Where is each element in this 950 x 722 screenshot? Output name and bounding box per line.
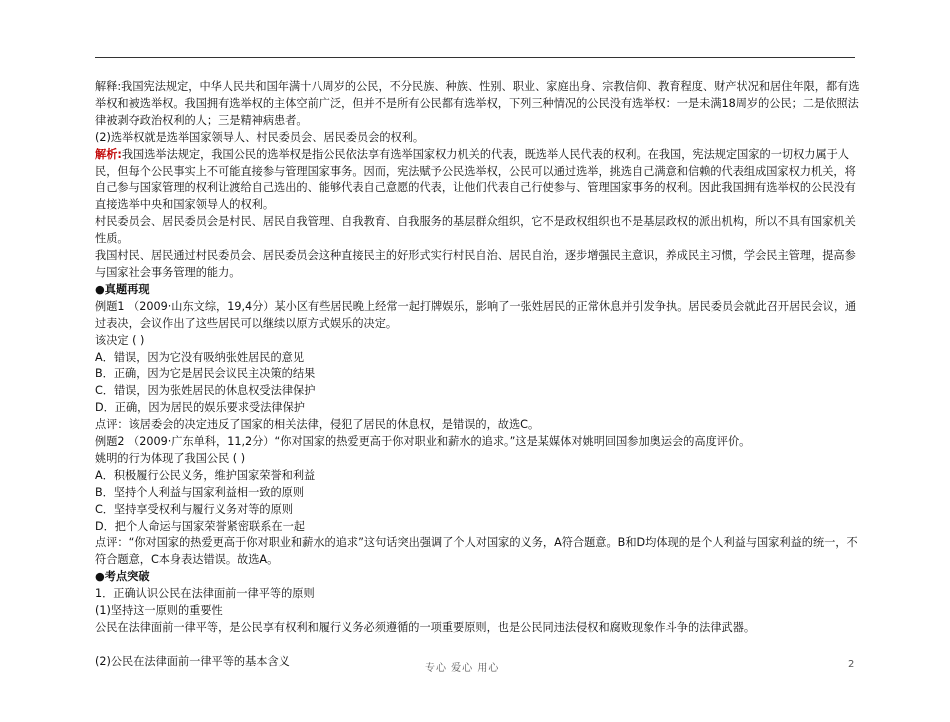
paragraph bbox=[95, 502, 865, 519]
paragraph bbox=[95, 130, 865, 147]
paragraph bbox=[95, 333, 865, 350]
paragraph bbox=[95, 569, 865, 586]
paragraph-text: B．坚持个人利益与国家利益相一致的原则 bbox=[95, 485, 305, 499]
paragraph-text: (2)选举权就是选举国家领导人、村民委员会、居民委员会的权利。 bbox=[95, 130, 425, 144]
paragraph-text: 1．正确认识公民在法律面前一律平等的原则 bbox=[95, 587, 315, 601]
paragraph bbox=[95, 147, 865, 215]
paragraph-text: 我国村民、居民通过村民委员会、居民委员会这种直接民主的好形式实行村民自治、居民自治，逐步增强民主意识，养成民主习惯，学会民主管理，提高参与国家社会事务管理的能力。 bbox=[95, 249, 856, 279]
paragraph bbox=[95, 586, 865, 603]
document-body bbox=[95, 79, 865, 671]
paragraph bbox=[95, 366, 865, 383]
paragraph-text: ●考点突破 bbox=[95, 570, 150, 584]
paragraph bbox=[95, 214, 865, 248]
paragraph-text: 该决定 ( ) bbox=[95, 333, 145, 347]
paragraph bbox=[95, 535, 865, 569]
paragraph-text: B．正确，因为它是居民会议民主决策的结果 bbox=[95, 367, 316, 381]
paragraph bbox=[95, 603, 865, 620]
paragraph bbox=[95, 451, 865, 468]
paragraph-text: 我国选举法规定，我国公民的选举权是指公民依法享有选举国家权力机关的代表，既选举人民代表的权利。在我国，宪法规定国家的一切权力属于人民，但每个公民事实上不可能直接参与管理国家事务。因而，宪法赋予公民选举权，公民可以通过选举，挑选自己满意和信赖的代表组成国家权力机关，将自己参与国家管理的权利让渡给自己选出的、能够代表自己意愿的代表，让他们代表自己行使参与、管理国家事务的权利。因此我国拥有选举权的公民没有直接选举中央和国家领导人的权利。 bbox=[95, 147, 856, 212]
paragraph bbox=[95, 485, 865, 502]
paragraph-text: (2)公民在法律面前一律平等的基本含义 bbox=[95, 654, 290, 668]
paragraph bbox=[95, 79, 865, 130]
paragraph bbox=[95, 248, 865, 282]
paragraph-text: 例题1 （2009·山东文综，19,4分）某小区有些居民晚上经常一起打牌娱乐，影响了一张姓居民的正常休息并引发争执。居民委员会就此召开居民会议，通过表决，会议作出了这些居民可以继续以原方式娱乐的决定。 bbox=[95, 299, 857, 330]
paragraph-label: 解释: bbox=[95, 80, 122, 93]
paragraph-text: D．把个人命运与国家荣誉紧密联系在一起 bbox=[95, 519, 305, 533]
paragraph bbox=[95, 519, 865, 536]
paragraph bbox=[95, 468, 865, 485]
paragraph-text: D．正确，因为居民的娱乐要求受法律保护 bbox=[95, 401, 305, 415]
paragraph bbox=[95, 282, 865, 299]
paragraph bbox=[95, 417, 865, 434]
paragraph-text: 例题2 （2009·广东单科，11,2分）“你对国家的热爱更高于你对职业和薪水的追求。”这是某媒体对姚明回国参加奥运会的高度评价。 bbox=[95, 435, 751, 449]
paragraph-text: C．坚持享受权利与履行义务对等的原则 bbox=[95, 502, 294, 516]
paragraph bbox=[95, 434, 865, 451]
paragraph-text: (1)坚持这一原则的重要性 bbox=[95, 604, 223, 618]
paragraph-text: 点评：“你对国家的热爱更高于你对职业和薪水的追求”这句话突出强调了个人对国家的义务，A符合题意。B和D均体现的是个人利益与国家利益的统一，不符合题意，C本身表达错误。故选A。 bbox=[95, 536, 858, 567]
paragraph bbox=[95, 383, 865, 400]
footer-motto: 专心 爱心 用心 bbox=[425, 663, 500, 674]
paragraph-gap bbox=[95, 637, 865, 654]
paragraph-text: 公民在法律面前一律平等，是公民享有权利和履行义务必须遵循的一项重要原则，也是公民同违法侵权和腐败现象作斗争的法律武器。 bbox=[95, 621, 756, 634]
paragraph-text: 姚明的行为体现了我国公民 ( ) bbox=[95, 451, 246, 465]
paragraph-text: 点评：该居委会的决定违反了国家的相关法律，侵犯了居民的休息权，是错误的，故选C。 bbox=[95, 418, 540, 432]
paragraph-text: 村民委员会、居民委员会是村民、居民自我管理、自我教育、自我服务的基层群众组织，它不是政权组织也不是基层政权的派出机构，所以不具有国家机关性质。 bbox=[95, 215, 856, 246]
paragraph-text: 我国宪法规定，中华人民共和国年满十八周岁的公民，不分民族、种族、性别、职业、家庭出身、宗教信仰、教育程度、财产状况和居住年限，都有选举权和被选举权。我国拥有选举权的主体空前广泛，但并不是所有公民都有选举权，下列三种情况的公民没有选举权：一是未满18周岁的公民；二是依照法律被剥夺政治权利的人；三是精神病患者。 bbox=[95, 80, 860, 127]
paragraph bbox=[95, 400, 865, 417]
paragraph bbox=[95, 620, 865, 637]
paragraph-text: A．错误，因为它没有吸纳张姓居民的意见 bbox=[95, 350, 305, 364]
paragraph-text: ●真题再现 bbox=[95, 282, 150, 296]
header-rule bbox=[95, 57, 855, 58]
paragraph bbox=[95, 299, 865, 333]
paragraph-text: C．错误，因为张姓居民的休息权受法律保护 bbox=[95, 384, 316, 398]
page-number: 2 bbox=[848, 659, 855, 670]
paragraph bbox=[95, 350, 865, 367]
paragraph-label: 解析: bbox=[95, 147, 122, 161]
paragraph-text: A．积极履行公民义务，维护国家荣誉和利益 bbox=[95, 468, 316, 482]
